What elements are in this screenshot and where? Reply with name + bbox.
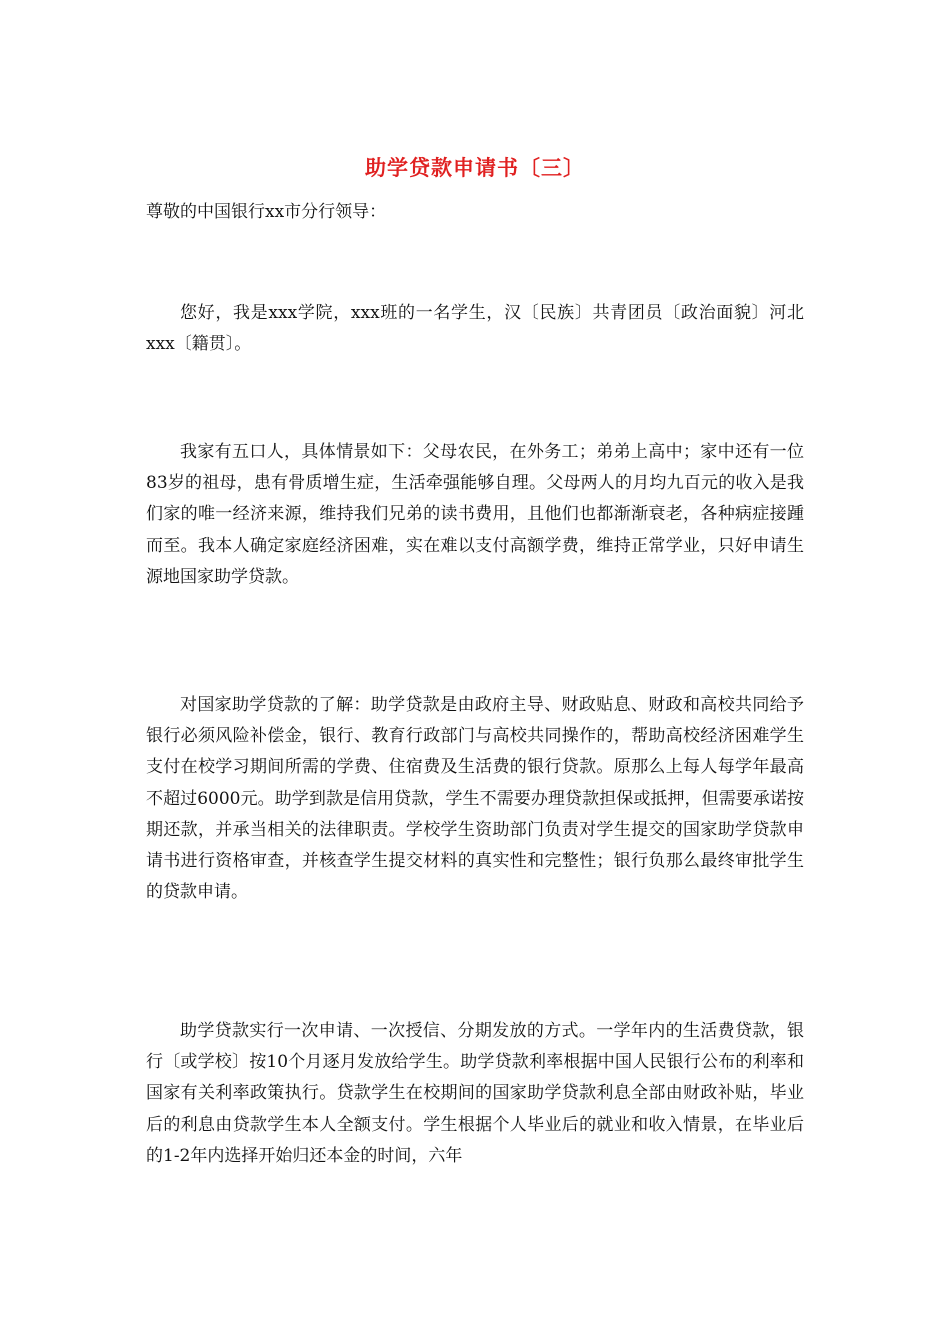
paragraph-family-situation: 我家有五口人，具体情景如下：父母农民，在外务工；弟弟上高中；家中还有一位83岁的祖母，患有骨质增生症，生活牵强能够自理。父母两人的月均九百元的收入是我们家的唯一经济来源，维持我们兄弟的读书费用，且他们也都渐渐衰老，各种病症接踵而至。我本人确定家庭经济困难，实在难以支付高额学费，维持正常学业，只好申请生源地国家助学贷款。	[146, 442, 804, 587]
salutation: 尊敬的中国银行xx市分行领导：	[146, 202, 387, 222]
document-title: 助学贷款申请书〔三〕	[365, 156, 585, 180]
paragraph-loan-terms: 助学贷款实行一次申请、一次授信、分期发放的方式。一学年内的生活费贷款，银行〔或学校〕按10个月逐月发放给学生。助学贷款利率根据中国人民银行公布的利率和国家有关利率政策执行。贷款学生在校期间的国家助学贷款利息全部由财政补贴，毕业后的利息由贷款学生本人全额支付。学生根据个人毕业后的就业和收入情景，在毕业后的1-2年内选择开始归还本金的时间，六年	[146, 1021, 804, 1166]
paragraph-loan-understanding: 对国家助学贷款的了解：助学贷款是由政府主导、财政贴息、财政和高校共同给予银行必须风险补偿金，银行、教育行政部门与高校共同操作的，帮助高校经济困难学生支付在校学习期间所需的学费、住宿费及生活费的银行贷款。原那么上每人每学年最高不超过6000元。助学到款是信用贷款，学生不需要办理贷款担保或抵押，但需要承诺按期还款，并承当相关的法律职责。学校学生资助部门负责对学生提交的国家助学贷款申请书进行资格审查，并核查学生提交材料的真实性和完整性；银行负那么最终审批学生的贷款申请。	[146, 695, 804, 903]
paragraph-introduction: 您好，我是xxx学院，xxx班的一名学生，汉〔民族〕共青团员〔政治面貌〕河北xxx〔籍贯〕。	[146, 303, 804, 355]
